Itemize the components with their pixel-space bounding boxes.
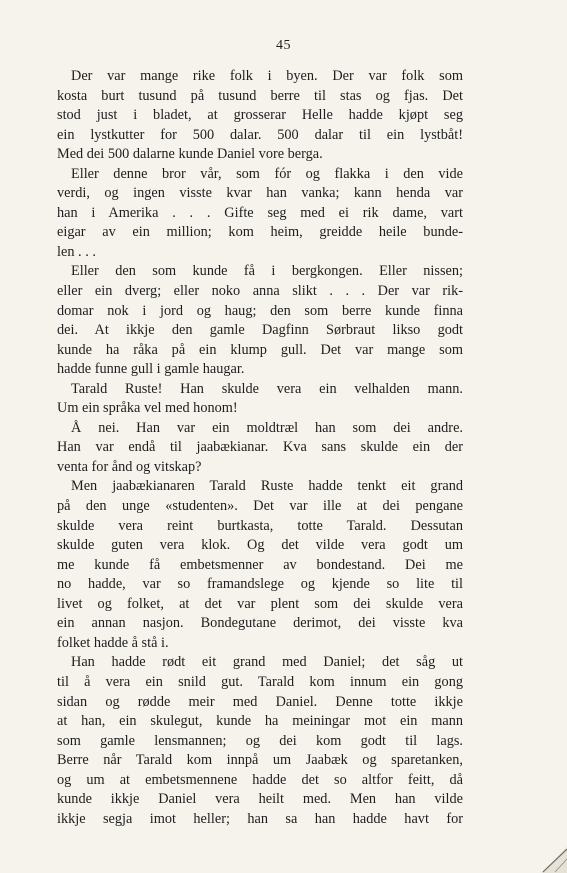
text-line: Um ein språka vel med honom! [57,400,238,417]
text-line: eller ein dverg; eller noko anna slikt . . . Der var rik- [57,283,463,300]
text-line: som gamle lensmannen; og dei kom godt til lags. [57,732,463,749]
text-line: Eller denne bror vår, som fór og flakka i den vide [71,165,463,182]
text-line: folket hadde å stå i. [57,634,169,651]
text-line: kunde ha råka på ein klump gull. Det var mange som [57,341,463,358]
text-line: og um at embetsmennene hadde det so altfor feitt, då [57,771,463,788]
text-line: til å vera ein snild gut. Tarald kom innum ein gong [57,673,463,690]
text-line: kunde ikkje Daniel vera heilt med. Men han vilde [57,791,463,808]
text-line: at han, ein skulegut, kunde ha meiningar mot ein mann [57,713,463,730]
text-line: Han hadde rødt eit grand med Daniel; det såg ut [71,654,463,671]
text-line: stod just i bladet, at grosserar Helle hadde kjøpt seg [57,107,463,124]
text-line: på den unge «studenten». Det var ille at dei pengane [57,498,463,515]
text-line: Men jaabækianaren Tarald Ruste hadde tenkt eit grand [71,478,463,495]
text-line: hadde funne gull i gamle haugar. [57,361,245,378]
page-number: 45 [276,38,291,53]
text-line: no hadde, var so framandslege og kjende so lite til [57,576,463,593]
text-line: eigar av ein million; kom heim, greidde heile bunde- [57,224,463,241]
text-line: ikkje segja imot heller; han sa han hadde havt for [57,810,463,827]
text-line: dei. At ikkje den gamle Dagfinn Sørbraut likso godt [57,322,463,339]
text-line: Berre når Tarald kom innpå um Jaabæk og sparetanken, [57,752,463,769]
page-corner-fold [537,847,567,873]
text-line: Tarald Ruste! Han skulde vera ein velhalden mann. [71,380,463,397]
text-line: me kunde få embetsmenner av bondestand. Dei me [57,556,463,573]
text-line: Han var endå til jaabækianar. Kva sans skulde ein der [57,439,463,456]
body-text [57,67,463,829]
text-line: ein lystkutter for 500 dalar. 500 dalar til ein lystbåt! [57,126,463,143]
text-line: kosta burt tusund på tusund berre til stas og fjas. Det [57,87,463,104]
text-line: venta for ånd og vitskap? [57,458,202,475]
text-line: livet og folket, at det var plent som dei skulde vera [57,595,463,612]
text-line: verdi, og ingen visste kvar han vanka; kann henda var [57,185,463,202]
text-line: skulde vera reint burtkasta, totte Tarald. Dessutan [57,517,463,534]
text-line: sidan og rødde meir med Daniel. Denne totte ikkje [57,693,463,710]
text-line: len . . . [57,243,96,260]
text-line: skulde guten vera klok. Og det vilde vera godt um [57,537,463,554]
text-line: Eller den som kunde få i bergkongen. Eller nissen; [71,263,463,280]
text-line: Å nei. Han var ein moldtræl han som dei andre. [71,419,463,436]
text-line: han i Amerika . . . Gifte seg med ei rik dame, vart [57,204,463,221]
text-line: Med dei 500 dalarne kunde Daniel vore berga. [57,146,323,163]
text-line: domar nok i jord og haug; den som berre kunde finna [57,302,463,319]
text-line: Der var mange rike folk i byen. Der var folk som [71,68,463,84]
text-line: ein annan nasjon. Bondegutane derimot, dei visste kva [57,615,463,632]
